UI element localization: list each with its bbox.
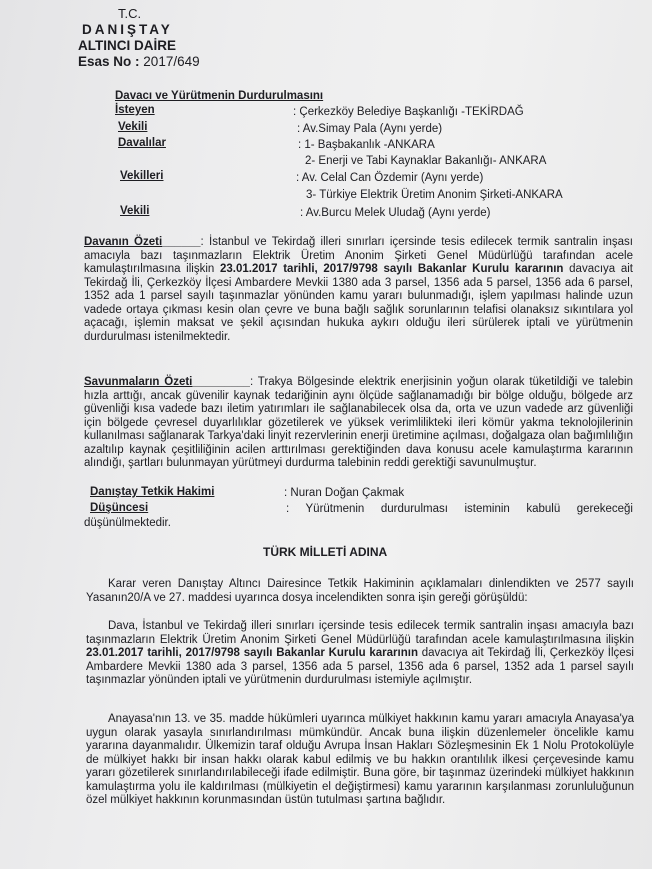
claim-summary-text-2: davacıya ait Tekirdağ İli, Çerkezköy İlçesi Ambardere Mevkii 1380 ada 3 parsel, 1356 ada 5 parsel, 1356 ada 6 parsel, 1352 ada 1 parsel sayılı taşınmazlar yönünden kamu yararı bulunmadığı, işlem yapılması halinde uzun vadede ortaya çıkması kesin olan çevre ve buna bağlı sağlık sorunlarının telafisi olanaksız sıkıntılara yol açacağı, işlemin maksat ve şekil açısından hukuka aykırı olduğu ileri sürülerek iptali ve yürütmenin durdurulması istenilmektedir. bbox=[84, 263, 633, 343]
value-vekili-1: : Av.Simay Pala (Aynı yerde) bbox=[297, 123, 443, 135]
decision-paragraph-3: Anayasa'nın 13. ve 35. madde hükümleri uyarınca mülkiyet hakkının kamu yararı amacıyla Anayasa'ya uygun olarak yasayla sınırlandırılması mümkündür. Ancak buna ilişkin düzenlemeler öncelikle kamu yararına dayanmalıdır. Ülkemizin taraf olduğu Avrupa İnsan Hakları Sözleşmesinin Ek 1 Nolu Protokolüyle de mülkiyet hakkı bir insan hakkı olarak kabul edilmiş ve bu hakkın orantılılık ilkesi çerçevesinde kamu yararı gözetilerek sınırlandırılabileceği ifade edilmiştir. Buna göre, bir taşınmaz üzerindeki mülkiyet hakkının kamulaştırma yolu ile kaldırılması (mülkiyetin el değiştirmesi) kamu yararının karşılanması zorunluluğunun özel mülkiyet hakkının korunmasından üstün tutulması şartına bağlıdır. bbox=[86, 713, 634, 806]
defense-summary-text: : Trakya Bölgesinde elektrik enerjisinin yoğun olarak tüketildiği ve talebin hızla arttığı, ancak güvenilir kaynak tedariğinin aynı ölçüde sağlanamadığı bir bölge olduğu, bölgede arz güvenliği kısa vadede bazı iletim yatırımları ile sağlanabilecek olsa da, orta ve uzun vadede arz güvenliği için bölgede çevresel duyarlılıklar gözetilerek ve yüksek verimlilikteki ileri kömür yakma teknolojilerinin kullanılması sağlanarak Tarkya'daki linyit rezervlerinin enerji üretimine açılması, doğalgaza olan bağımlılığın azaltılıp kaynak çeşitliliğinin acilen arttırılması gerektiğinden dava konusu acele kamulaştırma kararının alındığı, şartları bulunmayan yürütmeyi durdurma talebinin reddi gerektiği savunulmuştur. bbox=[84, 376, 634, 469]
label-vekili-1: Vekili bbox=[118, 121, 148, 133]
case-number-value: 2017/649 bbox=[143, 54, 200, 69]
decision-paragraph-1: Karar veren Danıştay Altıncı Dairesince Tetkik Hakiminin açıklamaları dinlendikten ve 2577 sayılı Yasanın20/A ve 27. maddesi uyarınca dosya incelendikten sonra işin gereği görüşüldü: bbox=[86, 578, 634, 604]
value-defendant-3: 3- Türkiye Elektrik Üretim Anonim Şirketi-ANKARA bbox=[306, 189, 563, 201]
value-isteyen: : Çerkezköy Belediye Başkanlığı -TEKİRDAĞ bbox=[293, 106, 524, 118]
header-court: DANIŞTAY bbox=[82, 22, 173, 37]
defense-summary bbox=[84, 376, 633, 471]
header-chamber: ALTINCI DAİRE bbox=[78, 38, 176, 53]
decision-paragraph-2-bold: 23.01.2017 tarihli, 2017/9798 sayılı Bakanlar Kurulu kararının bbox=[86, 647, 418, 659]
label-isteyen: İsteyen bbox=[115, 104, 155, 116]
section-title: Davacı ve Yürütmenin Durdurulmasını bbox=[115, 90, 324, 102]
value-defendant-1: : 1- Başbakanlık -ANKARA bbox=[298, 139, 435, 151]
value-opinion bbox=[84, 503, 633, 530]
value-vekilleri: : Av. Celal Can Özdemir (Aynı yerde) bbox=[296, 172, 484, 184]
decision-heading: TÜRK MİLLETİ ADINA bbox=[263, 545, 388, 559]
value-vekili-2: : Av.Burcu Melek Uludağ (Aynı yerde) bbox=[300, 207, 491, 219]
label-vekilleri: Vekilleri bbox=[120, 170, 164, 182]
defense-summary-dashes: _________ bbox=[192, 376, 250, 388]
decision-paragraph-2-text-1: Dava, İstanbul ve Tekirdağ illeri sınırları içersinde tesis edilecek termik santralin inşası amacıyla bazı taşınmazların Elektrik Üretim Anonim Şirketi Genel Müdürlüğü tarafından acele kamulaştırılmasına ilişkin bbox=[86, 620, 634, 646]
label-vekili-2: Vekili bbox=[120, 205, 150, 217]
header-tc: T.C. bbox=[118, 6, 142, 21]
claim-summary-text-1: : İstanbul ve Tekirdağ illeri sınırları içersinde tesis edilecek termik santralin inşası amacıyla bazı taşınmazların Elektrik Üretim Anonim Şirketi Genel Müdürlüğü tarafından acele kamulaştırılmasına ilişkin bbox=[84, 236, 633, 275]
value-defendant-2: 2- Enerji ve Tabi Kaynaklar Bakanlığı- ANKARA bbox=[305, 155, 547, 167]
decision-paragraph-2-text-2: davacıya ait Tekirdağ İli, Çerkezköy İlçesi Ambardere Mevkii 1380 ada 3 parsel, 1356 ada 5 parsel, 1356 ada 6 parsel, 1352 ada 1 parsel sayılı taşınmazlar yönünden iptali ve yürütmenin durdurulması istemiyle açılmıştır. bbox=[86, 647, 634, 686]
header-case-number bbox=[78, 54, 200, 69]
claim-summary-bold-1: 23.01.2017 tarihli, 2017/9798 sayılı Bakanlar Kurulu kararının bbox=[219, 263, 564, 275]
claim-summary-dashes: ______ bbox=[162, 236, 201, 248]
defense-summary-label: Savunmaların Özeti bbox=[84, 376, 193, 388]
claim-summary-label: Davanın Özeti bbox=[84, 236, 163, 248]
value-opinion-text: : Yürütmenin durdurulması isteminin kabulü gerekeceği düşünülmektedir. bbox=[84, 503, 633, 529]
label-judge: Danıştay Tetkik Hakimi bbox=[90, 486, 215, 498]
case-number-label: Esas No : bbox=[78, 54, 140, 69]
label-opinion: Düşüncesi bbox=[90, 502, 149, 514]
decision-paragraph-2 bbox=[86, 620, 634, 688]
label-davalilar: Davalılar bbox=[118, 137, 166, 149]
value-judge: : Nuran Doğan Çakmak bbox=[284, 487, 405, 499]
claim-summary bbox=[84, 236, 633, 344]
